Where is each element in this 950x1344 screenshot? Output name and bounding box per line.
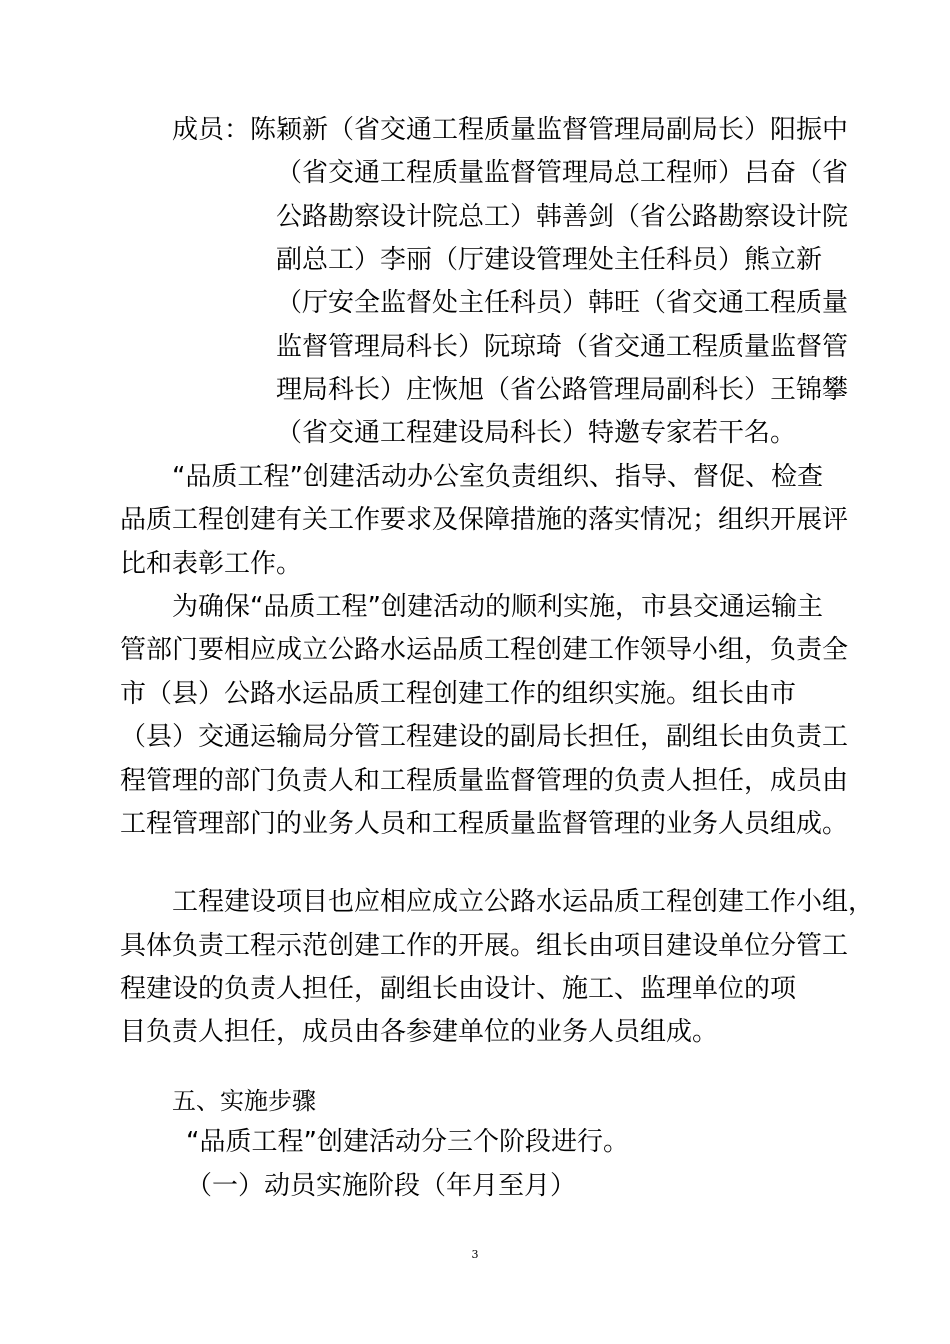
paragraph-line: 品质工程创建有关工作要求及保障措施的落实情况；组织开展评 bbox=[120, 505, 849, 535]
paragraph-line: 为确保“品质工程”创建活动的顺利实施，市县交通运输主 bbox=[172, 592, 823, 622]
paragraph-line: 程建设的负责人担任，副组长由设计、施工、监理单位的项 bbox=[120, 974, 797, 1004]
members-line: 监督管理局科长）阮琼琦（省交通工程质量监督管 bbox=[276, 332, 849, 362]
members-line: （厅安全监督处主任科员）韩旺（省交通工程质量 bbox=[276, 288, 849, 318]
paragraph-line: 程管理的部门负责人和工程质量监督管理的负责人担任，成员由 bbox=[120, 766, 849, 796]
section-intro: “品质工程”创建活动分三个阶段进行。 bbox=[186, 1127, 629, 1157]
members-line: （省交通工程质量监督管理局总工程师）吕奋（省 bbox=[276, 158, 849, 188]
members-line: 理局科长）庄恢旭（省公路管理局副科长）王锦攀 bbox=[276, 375, 849, 405]
page-number: 3 bbox=[471, 1248, 479, 1261]
paragraph-line: 工程建设项目也应相应成立公路水运品质工程创建工作小组， bbox=[172, 887, 875, 917]
members-line: （省交通工程建设局科长）特邀专家若干名。 bbox=[276, 418, 797, 448]
section-heading: 五、实施步骤 bbox=[172, 1087, 316, 1115]
paragraph-line: （县）交通运输局分管工程建设的副局长担任，副组长由负责工 bbox=[120, 722, 849, 752]
paragraph-line: “品质工程”创建活动办公室负责组织、指导、督促、检查 bbox=[172, 462, 823, 492]
paragraph-line: 管部门要相应成立公路水运品质工程创建工作领导小组，负责全 bbox=[120, 635, 849, 665]
members-line: 公路勘察设计院总工）韩善剑（省公路勘察设计院 bbox=[276, 202, 849, 232]
paragraph-line: 市（县）公路水运品质工程创建工作的组织实施。组长由市 bbox=[120, 679, 797, 709]
subsection-heading: （一）动员实施阶段（年月至月） bbox=[186, 1171, 577, 1201]
members-label-line: 成员：陈颖新（省交通工程质量监督管理局副局长）阳振中 bbox=[172, 115, 849, 145]
paragraph-line: 目负责人担任，成员由各参建单位的业务人员组成。 bbox=[120, 1017, 719, 1047]
paragraph-line: 比和表彰工作。 bbox=[120, 549, 303, 579]
members-line: 副总工）李丽（厅建设管理处主任科员）熊立新 bbox=[276, 245, 823, 275]
paragraph-line: 具体负责工程示范创建工作的开展。组长由项目建设单位分管工 bbox=[120, 931, 849, 961]
paragraph-line: 工程管理部门的业务人员和工程质量监督管理的业务人员组成。 bbox=[120, 809, 849, 839]
